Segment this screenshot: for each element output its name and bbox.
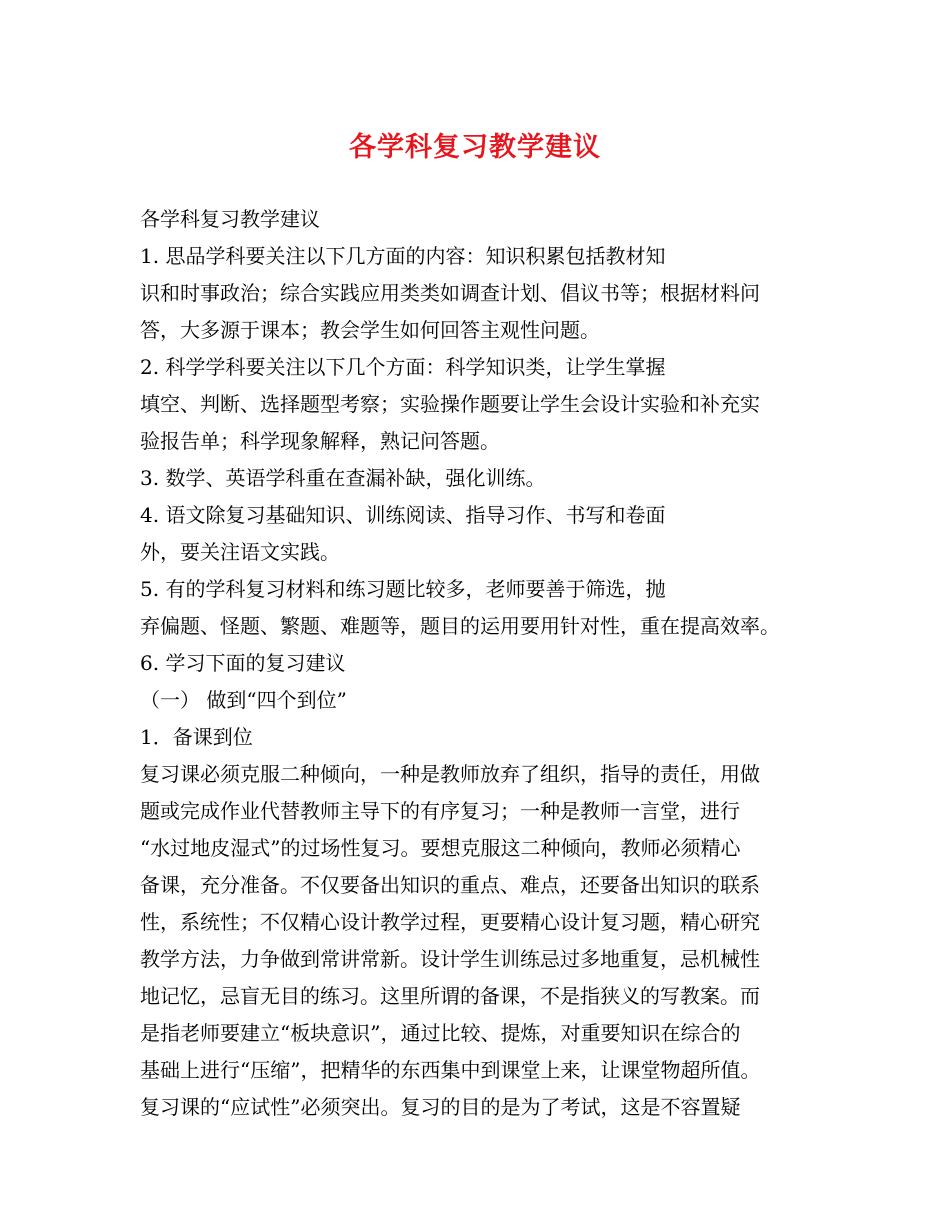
text-line: 复习课的“应试性”必须突出。复习的目的是为了考试，这是不容置疑 xyxy=(140,1095,741,1119)
text-line: 3. 数学、英语学科重在查漏补缺，强化训练。 xyxy=(140,466,546,490)
text-line: 基础上进行“压缩”，把精华的东西集中到课堂上来，让课堂物超所值。 xyxy=(140,1058,761,1082)
document-body xyxy=(140,201,840,1126)
text-line: 题或完成作业代替教师主导下的有序复习；一种是教师一言堂，进行 xyxy=(140,799,740,823)
text-line: 1. 思品学科要关注以下几方面的内容：知识积累包括教材知 xyxy=(140,244,666,268)
text-line: 性，系统性；不仅精心设计教学过程，更要精心设计复习题，精心研究 xyxy=(140,910,760,934)
text-line: 答，大多源于课本；教会学生如何回答主观性问题。 xyxy=(140,318,600,342)
text-line: 6. 学习下面的复习建议 xyxy=(140,651,346,675)
text-line: 地记忆，忌盲无目的练习。这里所谓的备课，不是指狭义的写教案。而 xyxy=(140,984,760,1008)
text-line: 1．备课到位 xyxy=(140,725,253,749)
text-line: 填空、判断、选择题型考察；实验操作题要让学生会设计实验和补充实 xyxy=(140,392,760,416)
text-line: 备课，充分准备。不仅要备出知识的重点、难点，还要备出知识的联系 xyxy=(140,873,760,897)
text-line: “水过地皮湿式”的过场性复习。要想克服这二种倾向，教师必须精心 xyxy=(140,836,741,860)
text-line: 外，要关注语文实践。 xyxy=(140,540,340,564)
text-line: 2. 科学学科要关注以下几个方面：科学知识类，让学生掌握 xyxy=(140,355,666,379)
document-title: 各学科复习教学建议 xyxy=(349,132,601,163)
text-line: 识和时事政治；综合实践应用类类如调查计划、倡议书等；根据材料问 xyxy=(140,281,760,305)
text-line: 复习课必须克服二种倾向，一种是教师放弃了组织，指导的责任，用做 xyxy=(140,762,760,786)
text-line: 教学方法，力争做到常讲常新。设计学生训练忌过多地重复，忌机械性 xyxy=(140,947,760,971)
text-line: 验报告单；科学现象解释，熟记问答题。 xyxy=(140,429,500,453)
text-line: 是指老师要建立“板块意识”，通过比较、提炼，对重要知识在综合的 xyxy=(140,1021,741,1045)
text-line: 弃偏题、怪题、繁题、难题等，题目的运用要用针对性，重在提高效率。 xyxy=(140,614,780,638)
text-line: 5. 有的学科复习材料和练习题比较多，老师要善于筛选，抛 xyxy=(140,577,666,601)
text-line: （一） 做到“四个到位” xyxy=(140,688,347,712)
text-line: 4. 语文除复习基础知识、训练阅读、指导习作、书写和卷面 xyxy=(140,503,666,527)
text-line: 各学科复习教学建议 xyxy=(140,207,320,231)
